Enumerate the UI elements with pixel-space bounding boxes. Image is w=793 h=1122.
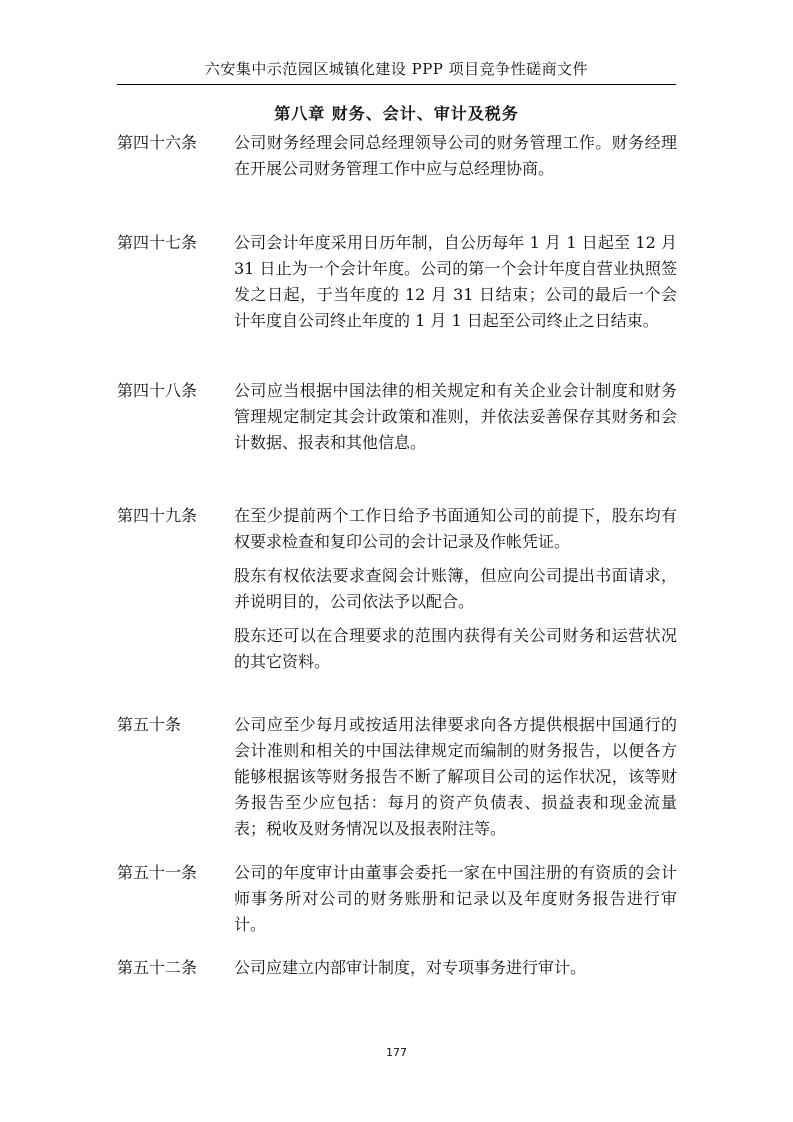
article-paragraph: 在至少提前两个工作日给予书面通知公司的前提下，股东均有权要求检查和复印公司的会计记录及作帐凭证。 (234, 506, 677, 551)
article-number: 第五十条 (117, 715, 182, 734)
article-body (234, 860, 677, 938)
article-49 (117, 503, 677, 683)
article-paragraph: 公司应建立内部审计制度，对专项事务进行审计。 (234, 958, 587, 977)
article-50 (117, 712, 677, 850)
article-body (234, 712, 677, 842)
article-number: 第四十八条 (117, 381, 198, 400)
article-paragraph: 公司应至少每月或按适用法律要求向各方提供根据中国通行的会计准则和相关的中国法律规定而编制的财务报告，以便各方能够根据该等财务报告不断了解项目公司的运作状况，该等财务报告至少应包括：每月的资产负债表、损益表和现金流量表；税收及财务情况以及报表附注等。 (234, 715, 677, 838)
page-header: 六安集中示范园区城镇化建设 PPP 项目竞争性磋商文件 (204, 60, 589, 78)
article-47 (117, 230, 677, 342)
article-48 (117, 378, 677, 464)
article-paragraph: 股东还可以在合理要求的范围内获得有关公司财务和运营状况的其它资料。 (234, 626, 677, 671)
article-body (234, 230, 677, 334)
article-paragraph: 股东有权依法要求查阅会计账簿，但应向公司提出书面请求，并说明目的，公司依法予以配合。 (234, 566, 677, 611)
article-body (234, 378, 677, 456)
article-51 (117, 860, 677, 946)
article-paragraph: 公司的年度审计由董事会委托一家在中国注册的有资质的会计师事务所对公司的财务账册和记录以及年度财务报告进行审计。 (234, 863, 677, 934)
article-paragraph: 公司应当根据中国法律的相关规定和有关企业会计制度和财务管理规定制定其会计政策和准则，并依法妥善保存其财务和会计数据、报表和其他信息。 (234, 381, 677, 452)
article-number: 第五十一条 (117, 863, 198, 882)
article-52 (117, 955, 677, 989)
article-46 (117, 130, 677, 190)
header-divider (117, 84, 676, 85)
page-number: 177 (386, 1046, 407, 1059)
article-number: 第四十六条 (117, 133, 198, 152)
article-body (234, 503, 677, 675)
article-number: 第五十二条 (117, 958, 198, 977)
article-paragraph: 公司财务经理会同总经理领导公司的财务管理工作。财务经理在开展公司财务管理工作中应与总经理协商。 (234, 133, 677, 178)
article-paragraph: 公司会计年度采用日历年制，自公历每年 1 月 1 日起至 12 月 31 日止为一个会计年度。公司的第一个会计年度自营业执照签发之日起，于当年度的 12 月 31 日结束；公司的最后一个会计年度自公司终止年度的 1 月 1 日起至公司终止之日结束。 (234, 233, 677, 330)
article-number: 第四十七条 (117, 233, 198, 252)
chapter-title: 第八章 财务、会计、审计及税务 (274, 104, 519, 123)
article-number: 第四十九条 (117, 506, 198, 525)
article-body (234, 955, 677, 981)
article-body (234, 130, 677, 182)
